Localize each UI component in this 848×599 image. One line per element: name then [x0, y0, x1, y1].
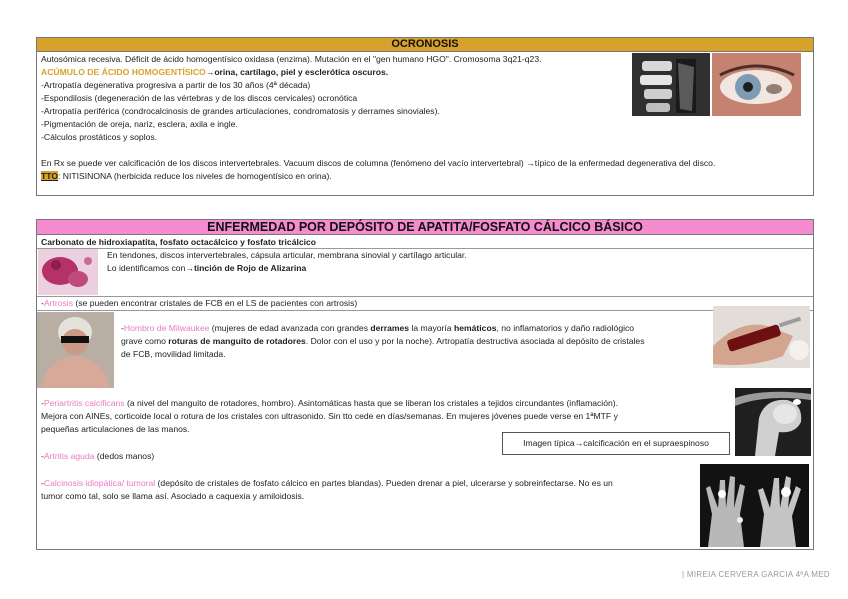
- ocronosis-acumulo: [41, 66, 388, 79]
- alizarin-stain-image: [38, 249, 98, 295]
- hombro-line-2: [121, 335, 645, 348]
- ocronosis-item-1: -Artropatía degenerativa progresiva a partir de los 30 años (4ª década): [41, 80, 311, 90]
- calcinosis-line-1: [41, 477, 613, 490]
- apatita-subtitle: Carbonato de hidroxiapatita, fosfato octacálcico y fosfato tricálcico: [41, 237, 317, 247]
- elderly-patient-photo: [37, 312, 114, 388]
- ocronosis-rx: En Rx se puede ver calcificación de los discos intervertebrales. Vacuum discos de columna (fenómeno del vacío intervertebral) →típico de la enfermedad degenerativa del disco.: [41, 158, 716, 168]
- hombro-hematicos: hemáticos: [453, 323, 497, 333]
- acumulo-label: ACÚMULO DE ÁCIDO HOMOGENTÍSICO: [41, 67, 206, 77]
- artritis-aguda-label: Artritis aguda: [43, 451, 95, 461]
- ocronosis-item-3: -Artropatía periférica (condrocalcinosis de grandes articulaciones, condromatosis y derrames sinoviales).: [41, 106, 440, 116]
- bullet-dash: -: [41, 398, 44, 408]
- tto-label: TTO: [41, 171, 59, 181]
- ocronosis-item-5: -Cálculos prostáticos y soplos.: [41, 132, 158, 142]
- spine-xray-image: [632, 53, 710, 116]
- divider: [37, 310, 813, 311]
- periartritis-line-3: pequeñas articulaciones de las manos.: [41, 424, 190, 434]
- bullet-dash: -: [41, 451, 44, 461]
- joint-aspiration-photo: [713, 306, 810, 368]
- apatita-location: En tendones, discos intervertebrales, cápsula articular, membrana sinovial y cartílago articular.: [107, 250, 467, 260]
- periartritis-text: (a nivel del manguito de rotadores, hombro). Asintomáticas hasta que se liberan los cristales a tejidos circundantes (inflamación).: [124, 398, 619, 408]
- hombro-label: Hombro de Milwaukee: [123, 323, 210, 333]
- artrosis-line: [41, 297, 357, 310]
- xray-caption: Imagen típica→calcificación en el supraespinoso: [502, 432, 730, 455]
- calcinosis-label: Calcinosis idiopática/ tumoral: [43, 478, 156, 488]
- hands-xray-image: [700, 464, 809, 547]
- ocronosis-item-2: -Espondilosis (degeneración de las vértebras y de los discos cervicales) ocronótica: [41, 93, 358, 103]
- footer-author: | MIREIA CERVERA GARCIA 4ºA MED: [682, 570, 830, 579]
- hombro-line-3: de FCB, movilidad limitada.: [121, 349, 226, 359]
- shoulder-xray-image: [735, 388, 811, 456]
- acumulo-rest: →orina, cartílago, piel y esclerótica oscuros.: [205, 67, 389, 77]
- apatita-title: ENFERMEDAD POR DEPÓSITO DE APATITA/FOSFATO CÁLCICO BÁSICO: [37, 220, 813, 235]
- apatita-identification: [107, 262, 306, 275]
- ocronosis-line1: Autosómica recesiva. Déficit de ácido homogentísico oxidasa (enzima). Mutación en el "gen humano HGO". Cromosoma 3q21-q23.: [41, 54, 542, 64]
- bullet-dash: -: [121, 323, 124, 333]
- artritis-aguda-text: (dedos manos): [94, 451, 155, 461]
- hombro-text: grave como: [121, 336, 169, 346]
- hombro-text: (mujeres de edad avanzada con grandes: [209, 323, 371, 333]
- ocronosis-item-4: -Pigmentación de oreja, nariz, esclera, axila e ingle.: [41, 119, 238, 129]
- ocronosis-tto: [41, 170, 332, 183]
- periartritis-label: Periartritis calcificans: [43, 398, 125, 408]
- ocronosis-title: OCRONOSIS: [37, 38, 813, 52]
- ident-prefix: Lo identificamos con→: [107, 263, 194, 273]
- artrosis-text: (se pueden encontrar cristales de FCB en el LS de pacientes con artrosis): [73, 298, 358, 308]
- artrosis-label: Artrosis: [43, 298, 74, 308]
- calcinosis-line-2: tumor como tal, solo se llama así. Asociado a caquexia y amiloidosis.: [41, 491, 305, 501]
- calcinosis-text: (depósito de cristales de fosfato cálcico en partes blandas). Pueden drenar a piel, ulcerarse y sobreinfectarse. No es un: [155, 478, 613, 488]
- hombro-line-1: [121, 322, 634, 335]
- hombro-roturas: roturas de manguito de rotadores: [168, 336, 306, 346]
- bullet-dash: -: [41, 478, 44, 488]
- hombro-text: , no inflamatorios y daño radiológico: [496, 323, 635, 333]
- artritis-aguda-line: [41, 450, 154, 463]
- alizarin-stain: tinción de Rojo de Alizarina: [193, 263, 307, 273]
- hombro-text: . Dolor con el uso y por la noche). Artropatía destructiva asociada al depósito de cristales: [305, 336, 645, 346]
- periartritis-line-2: Mejora con AINEs, corticoide local o rotura de los cristales con ultrasonido. Sin tto cede en días/semanas. En mujeres jóvenes puede verse en 1ªMTF y: [41, 411, 618, 421]
- bullet-dash: -: [41, 298, 44, 308]
- hombro-text: la mayoría: [409, 323, 454, 333]
- eye-pigmentation-image: [712, 53, 801, 116]
- periartritis-line-1: [41, 397, 618, 410]
- hombro-derrames: derrames: [370, 323, 410, 333]
- tto-text: : NITISINONA (herbicida reduce los niveles de homogentísico en orina).: [58, 171, 332, 181]
